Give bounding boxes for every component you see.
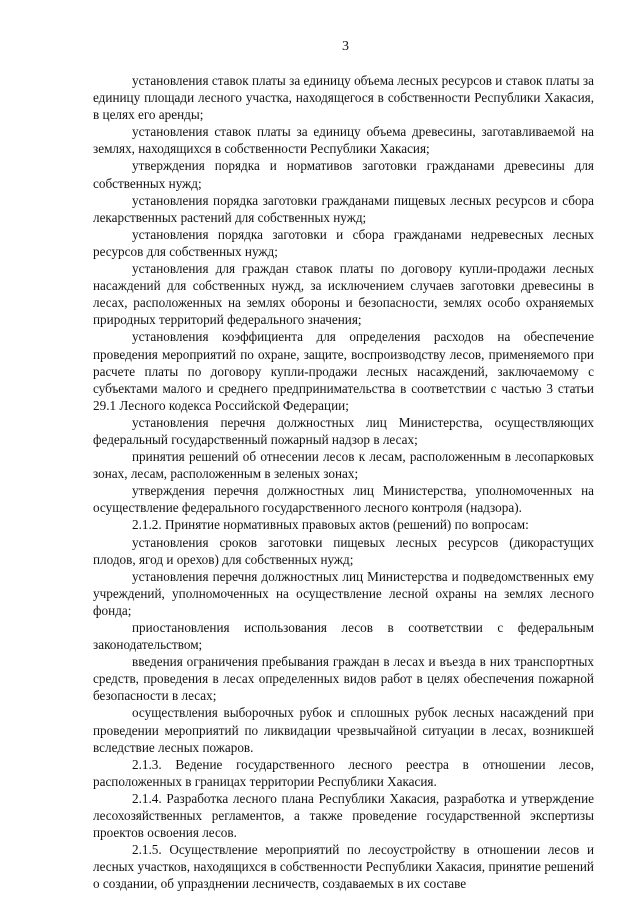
section-heading: 2.1.2. Принятие нормативных правовых актов (решений) по вопросам:: [132, 517, 529, 533]
paragraph: приостановления использования лесов в соответствии с федеральным законодательством;: [93, 620, 594, 653]
paragraph: установления порядка заготовки гражданами пищевых лесных ресурсов и сбора лекарственных растений для собственных нужд;: [93, 192, 594, 225]
paragraph: установления сроков заготовки пищевых лесных ресурсов (дикорастущих плодов, ягод и орехов) для собственных нужд;: [93, 534, 594, 567]
paragraph: установления перечня должностных лиц Министерства и подведомственных ему учреждений, уполномоченных на осуществление лесной охраны на землях лесного фонда;: [93, 568, 594, 618]
paragraph: осуществления выборочных рубок и сплошных рубок лесных насаждений при проведении мероприятий по ликвидации чрезвычайной ситуации в лесах, возникшей вследствие лесных пожаров.: [93, 705, 594, 755]
paragraph: утверждения перечня должностных лиц Министерства, уполномоченных на осуществление федерального государственного лесного контроля (надзора).: [93, 483, 594, 516]
paragraph: установления ставок платы за единицу объема лесных ресурсов и ставок платы за единицу площади лесного участка, находящегося в собственности Республики Хакасия, в целях его аренды;: [93, 73, 594, 123]
paragraph: введения ограничения пребывания граждан в лесах и въезда в них транспортных средств, проведения в лесах определенных видов работ в целях обеспечения пожарной безопасности в лесах;: [93, 654, 594, 704]
paragraph: утверждения порядка и нормативов заготовки гражданами древесины для собственных нужд;: [93, 158, 594, 191]
page-number: 3: [342, 39, 349, 54]
document-body: [93, 72, 594, 893]
paragraph: установления ставок платы за единицу объема древесины, заготавливаемой на землях, находящихся в собственности Республики Хакасия;: [93, 124, 594, 157]
paragraph: 2.1.5. Осуществление мероприятий по лесоустройству в отношении лесов и лесных участков, находящихся в собственности Республики Хакасия, принятие решений о создании, об упразднении лесничеств, создаваемых в их составе: [93, 842, 594, 892]
paragraph: установления для граждан ставок платы по договору купли-продажи лесных насаждений для собственных нужд, за исключением случаев заготовки древесины в лесах, расположенных на землях обороны и безопасности, землях особо охраняемых природных территорий федерального значения;: [93, 261, 594, 328]
paragraph: принятия решений об отнесении лесов к лесам, расположенным в лесопарковых зонах, лесам, расположенным в зеленых зонах;: [93, 449, 594, 482]
paragraph: установления перечня должностных лиц Министерства, осуществляющих федеральный государственный пожарный надзор в лесах;: [93, 414, 594, 447]
paragraph: установления коэффициента для определения расходов на обеспечение проведения мероприятий по охране, защите, воспроизводству лесов, применяемого при расчете платы по договору купли-продажи лесных насаждений, заключаемому с субъектами малого и среднего предпринимательства в соответствии с частью 3 статьи 29.1 Лесного кодекса Российской Федерации;: [93, 329, 594, 413]
paragraph: 2.1.4. Разработка лесного плана Республики Хакасия, разработка и утверждение лесохозяйственных регламентов, а также проведение государственной экспертизы проектов освоения лесов.: [93, 790, 594, 841]
paragraph: установления порядка заготовки и сбора гражданами недревесных лесных ресурсов для собственных нужд;: [93, 226, 594, 259]
paragraph: 2.1.3. Ведение государственного лесного реестра в отношении лесов, расположенных в границах территории Республики Хакасия.: [93, 756, 594, 789]
